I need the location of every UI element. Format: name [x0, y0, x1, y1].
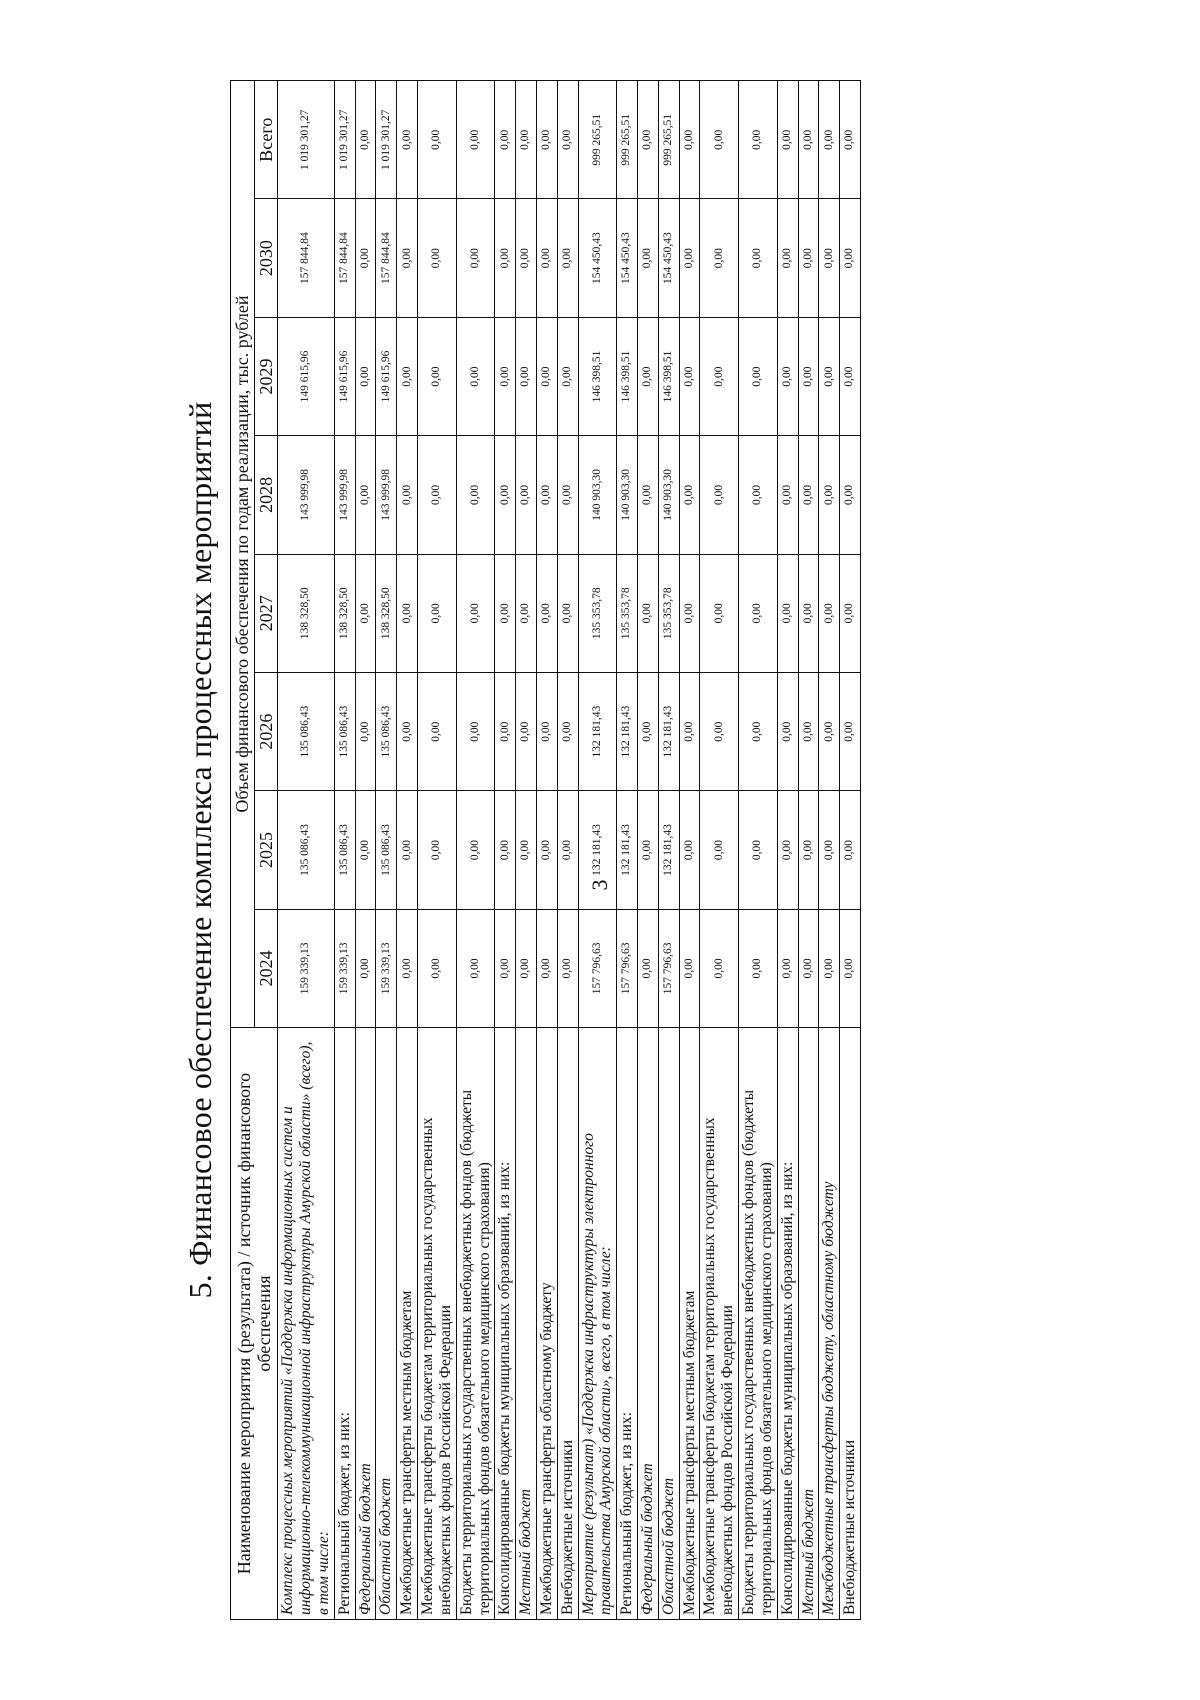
value-cell: 999 265,51 [578, 81, 617, 199]
value-cell: 0,00 [516, 672, 537, 790]
value-cell: 132 181,43 [578, 791, 617, 909]
value-cell: 149 615,96 [278, 317, 334, 435]
value-cell: 159 339,13 [334, 909, 355, 1027]
value-cell: 0,00 [777, 672, 798, 790]
year-header-0: 2024 [254, 909, 278, 1027]
value-cell: 0,00 [679, 81, 700, 199]
value-cell: 0,00 [495, 909, 516, 1027]
value-cell: 0,00 [777, 81, 798, 199]
row-label: Комплекс процессных мероприятий «Поддержка информационных систем и информационно-телекоммуникационной инфраструктуры Амурской области» (всего), в том числе: [278, 1028, 334, 1620]
row-label: Консолидированные бюджеты муниципальных образований, из них: [495, 1028, 516, 1620]
value-cell: 135 353,78 [658, 554, 679, 672]
value-cell: 0,00 [456, 554, 495, 672]
value-cell: 0,00 [798, 909, 819, 1027]
table-row [798, 81, 819, 1620]
value-cell: 0,00 [418, 436, 457, 554]
value-cell: 0,00 [495, 554, 516, 672]
table-row [495, 81, 516, 1620]
year-header-7: Всего [254, 81, 278, 199]
value-cell: 0,00 [557, 909, 578, 1027]
table-row [617, 81, 638, 1620]
value-cell: 0,00 [516, 909, 537, 1027]
value-cell: 0,00 [638, 436, 659, 554]
table-row [278, 81, 334, 1620]
table-row [700, 81, 739, 1620]
value-cell: 159 339,13 [278, 909, 334, 1027]
value-cell: 132 181,43 [658, 791, 679, 909]
value-cell: 0,00 [456, 909, 495, 1027]
value-cell: 140 903,30 [658, 436, 679, 554]
value-cell: 0,00 [700, 317, 739, 435]
value-cell: 0,00 [418, 672, 457, 790]
value-cell: 0,00 [798, 317, 819, 435]
value-cell: 0,00 [840, 317, 861, 435]
value-cell: 132 181,43 [658, 672, 679, 790]
value-cell: 0,00 [700, 199, 739, 317]
value-cell: 0,00 [536, 317, 557, 435]
value-cell: 0,00 [456, 791, 495, 909]
value-cell: 0,00 [557, 317, 578, 435]
value-cell: 146 398,51 [658, 317, 679, 435]
value-cell: 0,00 [819, 436, 840, 554]
value-cell: 0,00 [397, 81, 418, 199]
table-row [578, 81, 617, 1620]
row-label: Федеральный бюджет [638, 1028, 659, 1620]
value-cell: 0,00 [355, 672, 376, 790]
table-row [334, 81, 355, 1620]
value-cell: 157 844,84 [278, 199, 334, 317]
value-cell: 0,00 [495, 199, 516, 317]
value-cell: 0,00 [739, 81, 778, 199]
value-cell: 132 181,43 [617, 791, 638, 909]
value-cell: 0,00 [840, 436, 861, 554]
value-cell: 132 181,43 [617, 672, 638, 790]
value-cell: 0,00 [840, 199, 861, 317]
table-row [516, 81, 537, 1620]
value-cell: 0,00 [516, 81, 537, 199]
value-cell: 149 615,96 [376, 317, 397, 435]
value-cell: 0,00 [397, 909, 418, 1027]
value-cell: 0,00 [638, 909, 659, 1027]
value-cell: 0,00 [397, 791, 418, 909]
value-cell: 0,00 [777, 317, 798, 435]
value-cell: 0,00 [777, 909, 798, 1027]
value-cell: 999 265,51 [658, 81, 679, 199]
value-cell: 0,00 [355, 199, 376, 317]
value-cell: 149 615,96 [334, 317, 355, 435]
value-cell: 0,00 [418, 554, 457, 672]
value-cell: 138 328,50 [376, 554, 397, 672]
year-header-2: 2026 [254, 672, 278, 790]
value-cell: 0,00 [798, 791, 819, 909]
year-header-4: 2028 [254, 436, 278, 554]
table-row [418, 81, 457, 1620]
row-label: Консолидированные бюджеты муниципальных образований, из них: [777, 1028, 798, 1620]
row-label: Внебюджетные источники [840, 1028, 861, 1620]
value-cell: 0,00 [495, 791, 516, 909]
value-cell: 0,00 [739, 436, 778, 554]
value-cell: 0,00 [679, 317, 700, 435]
value-cell: 0,00 [397, 672, 418, 790]
value-cell: 0,00 [819, 199, 840, 317]
value-cell: 132 181,43 [578, 672, 617, 790]
row-label: Межбюджетные трансферты местным бюджетам [397, 1028, 418, 1620]
value-cell: 0,00 [516, 554, 537, 672]
value-cell: 157 844,84 [376, 199, 397, 317]
value-cell: 0,00 [638, 672, 659, 790]
value-cell: 0,00 [418, 791, 457, 909]
value-cell: 0,00 [819, 81, 840, 199]
year-header-3: 2027 [254, 554, 278, 672]
value-cell: 0,00 [840, 791, 861, 909]
value-cell: 0,00 [679, 791, 700, 909]
value-cell: 0,00 [418, 317, 457, 435]
table-row [679, 81, 700, 1620]
value-cell: 0,00 [739, 199, 778, 317]
row-label: Местный бюджет [516, 1028, 537, 1620]
page-number: 3 [587, 879, 612, 891]
value-cell: 0,00 [679, 672, 700, 790]
value-cell: 0,00 [638, 81, 659, 199]
row-label: Бюджеты территориальных государственных внебюджетных фондов (бюджеты территориальных фондов обязательного медицинского страхования) [739, 1028, 778, 1620]
value-cell: 0,00 [700, 909, 739, 1027]
table-row [658, 81, 679, 1620]
value-cell: 0,00 [700, 672, 739, 790]
value-cell: 0,00 [739, 317, 778, 435]
value-cell: 0,00 [355, 909, 376, 1027]
value-cell: 0,00 [739, 791, 778, 909]
row-label: Региональный бюджет, из них: [334, 1028, 355, 1620]
value-cell: 157 844,84 [334, 199, 355, 317]
table-row [819, 81, 840, 1620]
value-cell: 154 450,43 [578, 199, 617, 317]
value-cell: 0,00 [355, 317, 376, 435]
value-cell: 1 019 301,27 [278, 81, 334, 199]
value-cell: 0,00 [536, 672, 557, 790]
value-cell: 0,00 [355, 554, 376, 672]
value-cell: 138 328,50 [334, 554, 355, 672]
row-label: Бюджеты территориальных государственных внебюджетных фондов (бюджеты территориальных фондов обязательного медицинского страхования) [456, 1028, 495, 1620]
value-cell: 0,00 [840, 909, 861, 1027]
value-cell: 146 398,51 [617, 317, 638, 435]
value-cell: 0,00 [397, 317, 418, 435]
value-cell: 0,00 [638, 554, 659, 672]
row-label: Внебюджетные источники [557, 1028, 578, 1620]
value-cell: 0,00 [418, 199, 457, 317]
value-cell: 0,00 [355, 791, 376, 909]
value-cell: 0,00 [516, 791, 537, 909]
value-cell: 135 353,78 [578, 554, 617, 672]
value-cell: 135 086,43 [278, 672, 334, 790]
value-cell: 0,00 [840, 554, 861, 672]
value-cell: 140 903,30 [617, 436, 638, 554]
value-cell: 0,00 [516, 436, 537, 554]
value-cell: 0,00 [739, 554, 778, 672]
value-cell: 0,00 [355, 436, 376, 554]
header-row-group [231, 81, 255, 1620]
value-cell: 0,00 [495, 81, 516, 199]
value-cell: 0,00 [557, 199, 578, 317]
value-cell: 0,00 [819, 554, 840, 672]
value-cell: 0,00 [397, 436, 418, 554]
value-cell: 143 999,98 [376, 436, 397, 554]
value-cell: 157 796,63 [658, 909, 679, 1027]
value-cell: 0,00 [456, 317, 495, 435]
value-cell: 0,00 [355, 81, 376, 199]
value-cell: 0,00 [798, 199, 819, 317]
value-cell: 157 796,63 [617, 909, 638, 1027]
value-cell: 0,00 [679, 554, 700, 672]
value-cell: 1 019 301,27 [376, 81, 397, 199]
value-cell: 0,00 [516, 317, 537, 435]
value-cell: 0,00 [700, 554, 739, 672]
value-cell: 0,00 [638, 317, 659, 435]
row-label: Межбюджетные трансферты бюджетам территориальных государственных внебюджетных фондов Российской Федерации [700, 1028, 739, 1620]
value-cell: 0,00 [397, 199, 418, 317]
value-cell: 140 903,30 [578, 436, 617, 554]
table-row [397, 81, 418, 1620]
value-cell: 0,00 [516, 199, 537, 317]
value-cell: 0,00 [840, 672, 861, 790]
table-row [739, 81, 778, 1620]
value-cell: 0,00 [679, 199, 700, 317]
table-row [456, 81, 495, 1620]
value-cell: 0,00 [536, 554, 557, 672]
value-cell: 0,00 [536, 909, 557, 1027]
value-cell: 0,00 [536, 791, 557, 909]
value-cell: 154 450,43 [617, 199, 638, 317]
row-label: Мероприятие (результат) «Поддержка инфраструктуры электронного правительства Амурской области», всего, в том числе: [578, 1028, 617, 1620]
year-header-1: 2025 [254, 791, 278, 909]
row-label: Межбюджетные трансферты бюджетам территориальных государственных внебюджетных фондов Российской Федерации [418, 1028, 457, 1620]
value-cell: 135 086,43 [376, 672, 397, 790]
value-cell: 143 999,98 [334, 436, 355, 554]
value-cell: 0,00 [819, 317, 840, 435]
value-cell: 0,00 [418, 81, 457, 199]
value-cell: 135 086,43 [278, 791, 334, 909]
table-row [355, 81, 376, 1620]
value-cell: 0,00 [638, 199, 659, 317]
value-cell: 0,00 [638, 791, 659, 909]
value-cell: 138 328,50 [278, 554, 334, 672]
value-cell: 0,00 [456, 672, 495, 790]
rotated-landscape-sheet [100, 70, 1100, 1630]
row-label: Межбюджетные трансферты областному бюджету [536, 1028, 557, 1620]
table-row [777, 81, 798, 1620]
row-label: Федеральный бюджет [355, 1028, 376, 1620]
value-cell: 157 796,63 [578, 909, 617, 1027]
value-cell: 0,00 [798, 554, 819, 672]
value-cell: 159 339,13 [376, 909, 397, 1027]
col-name-header: Наименование мероприятия (результата) / источник финансового обеспечения [231, 1028, 278, 1620]
value-cell: 135 353,78 [617, 554, 638, 672]
value-cell: 143 999,98 [278, 436, 334, 554]
value-cell: 0,00 [700, 436, 739, 554]
value-cell: 0,00 [700, 81, 739, 199]
value-cell: 1 019 301,27 [334, 81, 355, 199]
value-cell: 0,00 [495, 672, 516, 790]
value-cell: 0,00 [819, 791, 840, 909]
value-cell: 0,00 [536, 81, 557, 199]
value-cell: 0,00 [557, 436, 578, 554]
value-cell: 0,00 [819, 672, 840, 790]
value-cell: 0,00 [777, 554, 798, 672]
financing-table [230, 80, 861, 1620]
row-label: Межбюджетные трансферты местным бюджетам [679, 1028, 700, 1620]
row-label: Областной бюджет [658, 1028, 679, 1620]
value-cell: 0,00 [495, 436, 516, 554]
value-cell: 135 086,43 [334, 791, 355, 909]
table-row [840, 81, 861, 1620]
value-cell: 0,00 [679, 436, 700, 554]
value-cell: 0,00 [777, 436, 798, 554]
table-row [536, 81, 557, 1620]
value-cell: 154 450,43 [658, 199, 679, 317]
value-cell: 0,00 [700, 791, 739, 909]
row-label: Межбюджетные трансферты бюджету, областному бюджету [819, 1028, 840, 1620]
value-cell: 0,00 [777, 199, 798, 317]
value-cell: 0,00 [840, 81, 861, 199]
value-cell: 0,00 [397, 554, 418, 672]
table-body [278, 81, 861, 1620]
value-cell: 0,00 [557, 81, 578, 199]
value-cell: 0,00 [777, 791, 798, 909]
value-cell: 0,00 [495, 317, 516, 435]
row-label: Местный бюджет [798, 1028, 819, 1620]
value-cell: 135 086,43 [334, 672, 355, 790]
value-cell: 0,00 [536, 199, 557, 317]
value-cell: 0,00 [557, 791, 578, 909]
value-cell: 0,00 [739, 672, 778, 790]
value-cell: 0,00 [819, 909, 840, 1027]
year-header-6: 2030 [254, 199, 278, 317]
value-cell: 0,00 [798, 81, 819, 199]
value-cell: 0,00 [798, 436, 819, 554]
value-cell: 0,00 [418, 909, 457, 1027]
value-cell: 0,00 [679, 909, 700, 1027]
value-cell: 0,00 [557, 554, 578, 672]
value-cell: 0,00 [456, 81, 495, 199]
row-label: Областной бюджет [376, 1028, 397, 1620]
year-header-5: 2029 [254, 317, 278, 435]
group-header: Объем финансового обеспечения по годам реализации, тыс. рублей [231, 81, 255, 1028]
value-cell: 135 086,43 [376, 791, 397, 909]
table-row [557, 81, 578, 1620]
table-row [376, 81, 397, 1620]
row-label: Региональный бюджет, из них: [617, 1028, 638, 1620]
value-cell: 999 265,51 [617, 81, 638, 199]
table-row [638, 81, 659, 1620]
value-cell: 0,00 [536, 436, 557, 554]
value-cell: 0,00 [557, 672, 578, 790]
value-cell: 0,00 [456, 199, 495, 317]
value-cell: 0,00 [798, 672, 819, 790]
value-cell: 146 398,51 [578, 317, 617, 435]
section-title: 5. Финансовое обеспечение комплекса процессных мероприятий [182, 401, 218, 1299]
value-cell: 0,00 [739, 909, 778, 1027]
value-cell: 0,00 [456, 436, 495, 554]
